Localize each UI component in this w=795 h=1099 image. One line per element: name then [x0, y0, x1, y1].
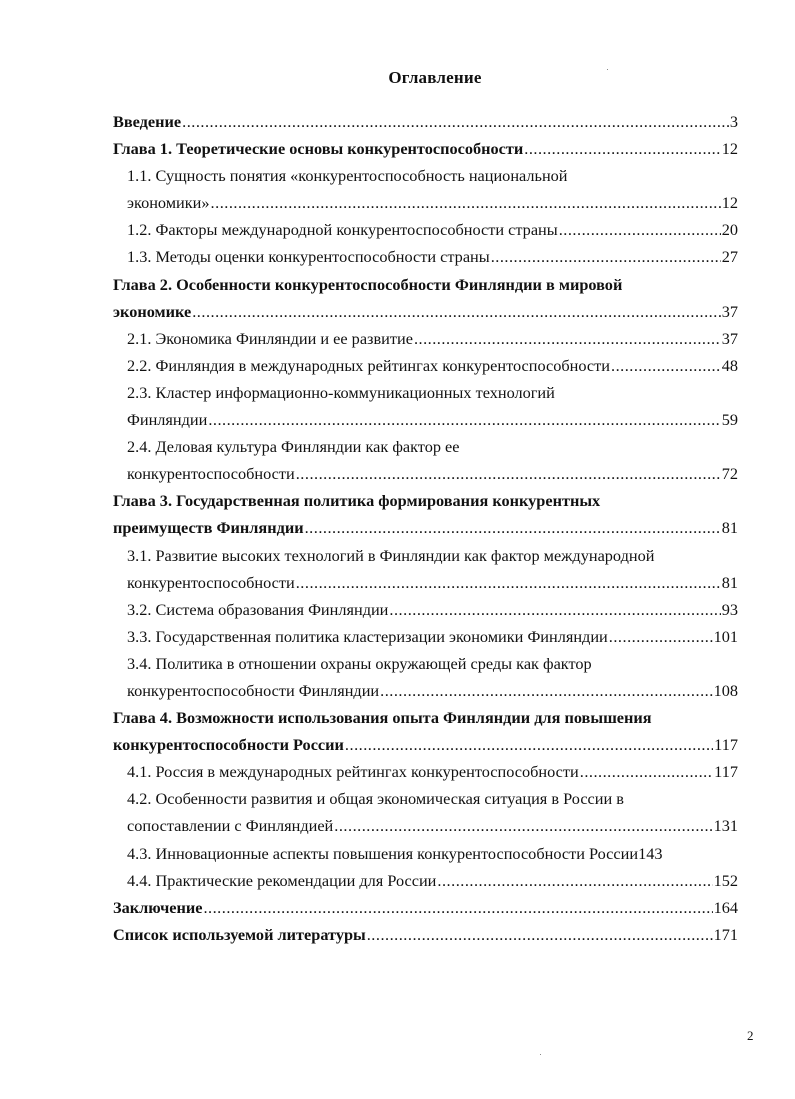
toc-entry-title: экономике [113, 301, 192, 321]
toc-entry [113, 325, 738, 352]
toc-entry-title: 2.1. Экономика Финляндии и ее развитие [127, 328, 413, 348]
toc-entry [113, 433, 738, 460]
toc-entry [113, 379, 738, 406]
toc-entry-page: 3 [729, 112, 738, 131]
dot-leader [203, 894, 712, 921]
toc-entry-title: Глава 3. Государственная политика формирования конкурентных [113, 491, 601, 511]
toc-entry-page: 12 [721, 193, 738, 213]
scan-speck [607, 69, 608, 70]
toc-entry-page: 81 [721, 518, 738, 538]
toc-entry-title: 4.2. Особенности развития и общая экономическая ситуация в России в [127, 789, 624, 809]
toc-entry-page: 20 [721, 220, 738, 240]
toc-entry-title: сопоставлении с Финляндией [127, 816, 334, 836]
toc-entry-title: Глава 4. Возможности использования опыта Финляндии для повышения [113, 708, 652, 728]
toc-entry-title: преимуществ Финляндии [113, 518, 304, 538]
toc-entry [113, 271, 738, 298]
toc-entry [113, 677, 738, 704]
toc-entry-title: 2.2. Финляндия в международных рейтингах конкурентоспособности [127, 355, 610, 375]
toc-entry [113, 514, 738, 541]
scan-speck [540, 1054, 541, 1055]
toc-entry-title: 2.3. Кластер информационно-коммуникационных технологий [127, 382, 555, 402]
toc-entry-title: Список используемой литературы [113, 924, 366, 944]
toc-entry-page: 131 [713, 816, 738, 836]
toc-entry-title: 4.4. Практические рекомендации для России [127, 870, 437, 890]
dot-leader [491, 243, 721, 270]
toc-entry [113, 542, 738, 569]
dot-leader [437, 867, 712, 894]
toc-entry [113, 406, 738, 433]
toc-entry [113, 650, 738, 677]
dot-leader [182, 108, 729, 135]
dot-leader [345, 731, 713, 758]
toc-entry-page: 48 [721, 355, 738, 375]
toc-entry [113, 785, 738, 812]
toc-entry [113, 704, 738, 731]
toc-entry-page: 171 [713, 924, 738, 944]
page-title: Оглавление [388, 68, 482, 87]
toc-entry-title: 3.3. Государственная политика кластеризации экономики Финляндии [127, 626, 608, 646]
toc-entry-title: Финляндии [127, 410, 208, 430]
toc-entry-title: конкурентоспособности [127, 572, 295, 592]
table-of-contents [113, 108, 738, 948]
toc-entry-page: 37 [721, 301, 738, 321]
toc-entry-page: 59 [721, 410, 738, 430]
dot-leader [580, 758, 713, 785]
toc-entry-title: конкурентоспособности [127, 464, 295, 484]
toc-entry [113, 867, 738, 894]
toc-entry [113, 758, 738, 785]
dot-leader [208, 406, 720, 433]
toc-entry [113, 135, 738, 162]
toc-entry-title: 4.1. Россия в международных рейтингах конкурентоспособности [127, 762, 579, 782]
dot-leader [296, 460, 721, 487]
toc-entry-title: Введение [113, 112, 182, 131]
dot-leader [414, 325, 721, 352]
dot-leader [389, 596, 720, 623]
toc-entry [113, 298, 738, 325]
toc-entry-title: 1.1. Сущность понятия «конкурентоспособность национальной [127, 166, 568, 186]
toc-entry [113, 840, 738, 867]
toc-entry-page: 37 [721, 328, 738, 348]
toc-entry-title: конкурентоспособности Финляндии [127, 680, 380, 700]
toc-entry-page: 152 [713, 870, 738, 890]
toc-entry-title: 4.3. Инновационные аспекты повышения конкурентоспособности России [127, 843, 639, 863]
toc-entry-title: Заключение [113, 897, 203, 917]
toc-entry-page: 93 [721, 599, 738, 619]
toc-entry-page: 81 [721, 572, 738, 592]
toc-entry [113, 596, 738, 623]
toc-entry-title: 2.4. Деловая культура Финляндии как фактор ее [127, 437, 460, 457]
toc-entry [113, 189, 738, 216]
toc-entry-title: экономики» [127, 193, 210, 213]
toc-entry [113, 569, 738, 596]
dot-leader [380, 677, 712, 704]
toc-entry [113, 487, 738, 514]
dot-leader [334, 812, 712, 839]
toc-entry-page: 117 [714, 735, 738, 755]
dot-leader [305, 514, 721, 541]
dot-leader [524, 135, 720, 162]
dot-leader [559, 216, 721, 243]
toc-entry-page: 143 [638, 843, 663, 863]
toc-entry-title: 3.2. Система образования Финляндии [127, 599, 389, 619]
toc-entry-title: Глава 1. Теоретические основы конкурентоспособности [113, 139, 524, 159]
toc-entry-page: 72 [721, 464, 738, 484]
toc-entry-title: 3.4. Политика в отношении охраны окружающей среды как фактор [127, 653, 592, 673]
dot-leader [192, 298, 720, 325]
toc-entry [113, 162, 738, 189]
toc-entry [113, 460, 738, 487]
toc-entry [113, 108, 738, 135]
dot-leader [367, 921, 713, 948]
toc-entry [113, 623, 738, 650]
toc-entry-title: 1.2. Факторы международной конкурентоспособности страны [127, 220, 558, 240]
toc-entry-title: конкурентоспособности России [113, 735, 344, 755]
toc-entry-page: 108 [713, 680, 738, 700]
toc-entry [113, 731, 738, 758]
toc-entry-title: 1.3. Методы оценки конкурентоспособности страны [127, 247, 490, 267]
toc-entry-page: 101 [713, 626, 738, 646]
dot-leader [611, 352, 721, 379]
page-number: 2 [747, 1028, 754, 1043]
toc-entry-page: 117 [714, 762, 738, 782]
toc-entry-page: 27 [721, 247, 738, 267]
toc-entry-title: 3.1. Развитие высоких технологий в Финляндии как фактор международной [127, 545, 655, 565]
toc-entry [113, 243, 738, 270]
toc-entry [113, 894, 738, 921]
toc-entry [113, 352, 738, 379]
dot-leader [211, 189, 721, 216]
toc-entry-title: Глава 2. Особенности конкурентоспособности Финляндии в мировой [113, 274, 623, 294]
toc-entry [113, 216, 738, 243]
toc-entry-page: 164 [713, 897, 738, 917]
toc-entry [113, 921, 738, 948]
toc-entry-page: 12 [721, 139, 738, 159]
toc-entry [113, 812, 738, 839]
dot-leader [296, 569, 721, 596]
dot-leader [609, 623, 713, 650]
